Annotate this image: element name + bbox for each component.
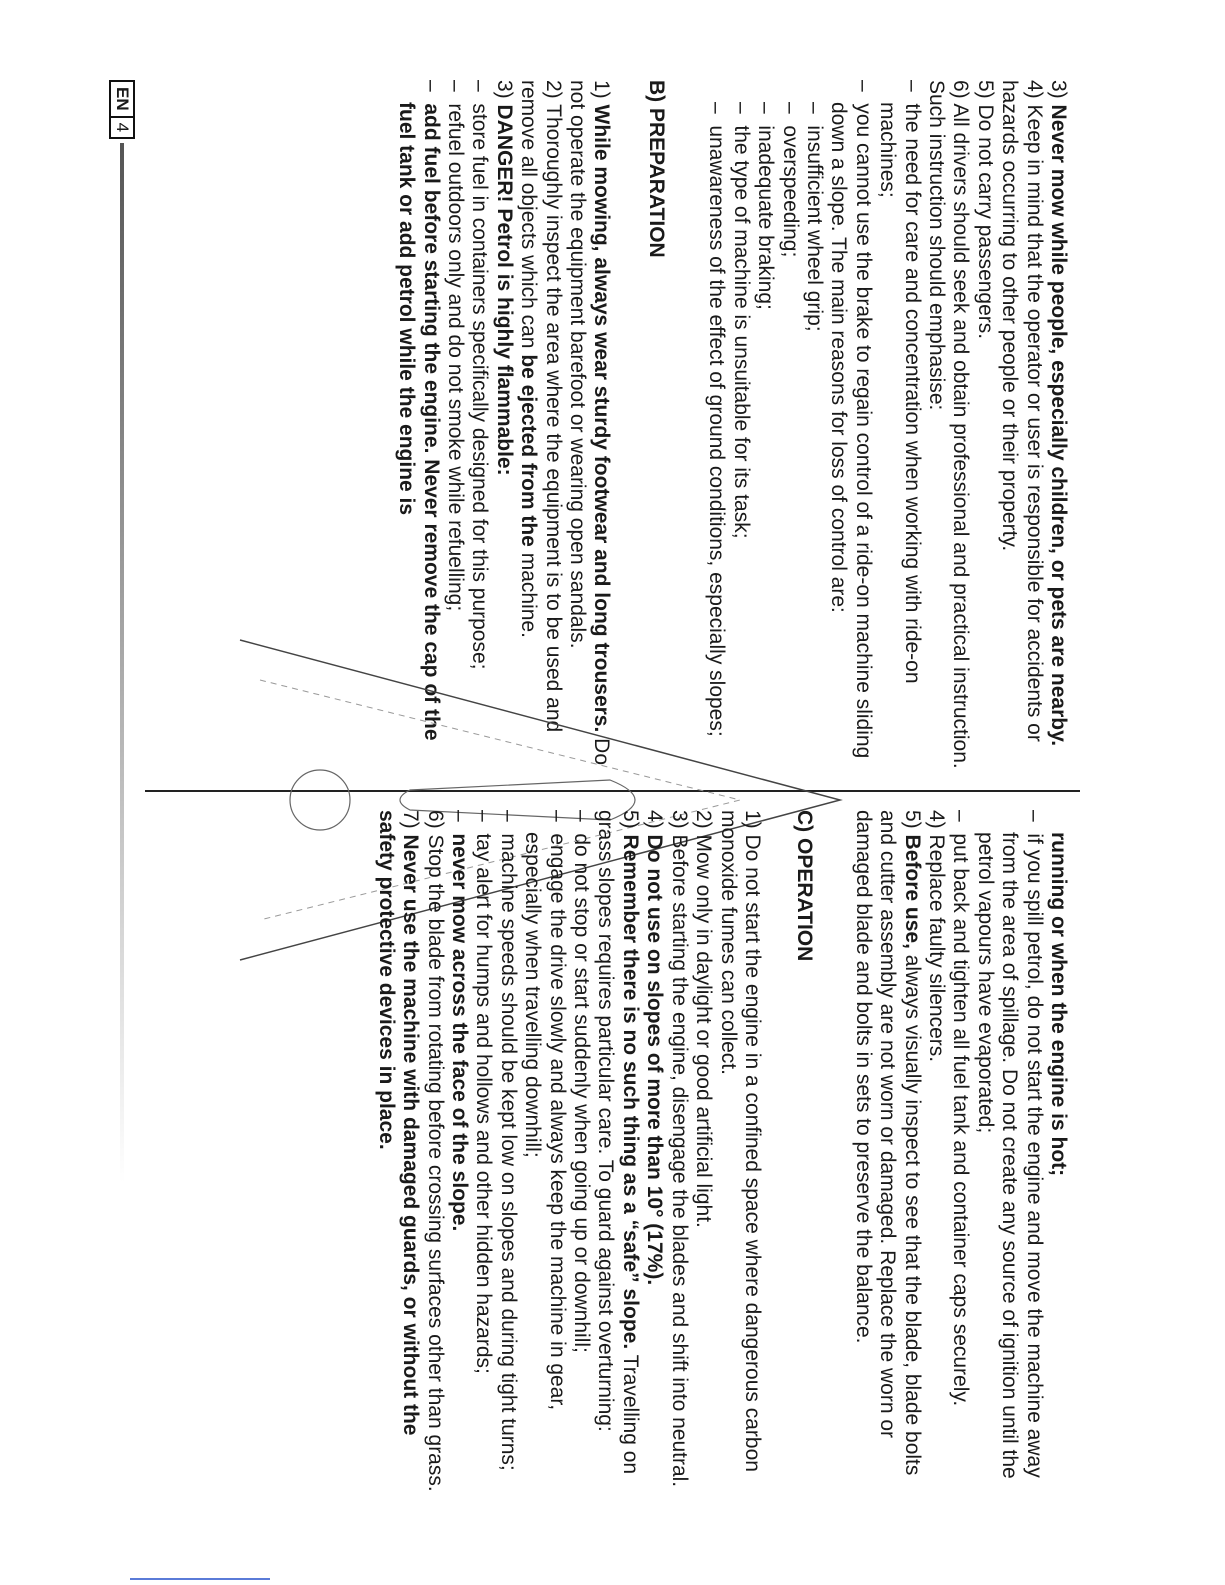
footer-rule	[120, 143, 124, 1183]
prep-item-3: 3) DANGER! Petrol is highly flammable:	[492, 80, 516, 476]
rotated-manual-page	[100, 80, 1080, 1510]
dash-item: – never mow across the face of the slope.	[448, 810, 472, 1232]
dash-item: – store fuel in containers specifically designed for this purpose;	[468, 80, 492, 670]
dash-item: – refuel outdoors only and do not smoke while refuelling;	[444, 80, 468, 612]
page-number: 4	[109, 118, 135, 139]
dash-item: – machine speeds should be kept low on slopes and during tight turns;	[496, 810, 520, 1471]
sub-dash-item: – unawareness of the effect of ground conditions, especially slopes;	[705, 102, 729, 737]
op-item-4: 4) Do not use on slopes of more than 10° (17%).	[643, 810, 667, 1286]
sub-dash-item: – overspeeding;	[778, 102, 802, 258]
op-item-3: 3) Before starting the engine, disengage the blades and shift into neutral.	[667, 810, 691, 1488]
dash-item: – the need for care and concentration when working with ride-on machines;	[876, 80, 924, 684]
sub-dash-item: – inadequate braking;	[754, 102, 778, 310]
prep-item-2: 2) Thoroughly inspect the area where the equipment is to be used and remove all objects which can be ejected from the machine.	[517, 80, 565, 733]
dash-item: – if you spill petrol, do not start the engine and move the machine away from the area of spillage. Do not create any source of ignition until the petrol vapours have evaporated;	[973, 810, 1046, 1479]
prep-item-4: 4) Replace faulty silencers.	[924, 810, 948, 1063]
column-divider	[145, 790, 1080, 792]
item-5: 5) Do not carry passengers.	[973, 80, 997, 340]
continued-line: running or when the engine is hot;	[1047, 832, 1070, 1177]
dash-item: – do not stop or start suddenly when going up or downhill;	[570, 810, 594, 1353]
right-column	[373, 810, 1070, 1500]
section-heading-operation: C) OPERATION	[793, 810, 817, 962]
item-3: 3) Never mow while people, especially children, or pets are nearby.	[1047, 80, 1070, 747]
sub-dash-item: – insufficient wheel grip;	[802, 102, 826, 332]
sub-dash-item: – the type of machine is unsuitable for its task;	[729, 102, 753, 539]
dash-item: – add fuel before starting the engine. Never remove the cap of the fuel tank or add petrol while the engine is	[395, 80, 443, 741]
op-item-5: 5) Remember there is no such thing as a “safe” slope. Travelling on grass slopes requires particular care. To guard against overturning:	[594, 810, 642, 1475]
language-badge: EN	[109, 80, 135, 118]
page-footer	[109, 80, 135, 1183]
op-item-7: 7) Never use the machine with damaged guards, or without the safety protective devices in place.	[374, 810, 423, 1436]
op-item-2: 2) Mow only in daylight or good artificial light.	[692, 810, 716, 1228]
prep-item-1: 1) While mowing, always wear sturdy footwear and long trousers. Do not operate the equipment barefoot or wearing open sandals.	[566, 80, 614, 766]
dash-item: – put back and tighten all fuel tank and container caps securely.	[949, 810, 973, 1407]
op-item-6: 6) Stop the blade from rotating before crossing surfaces other than grass.	[423, 810, 447, 1492]
dash-item: – you cannot use the brake to regain control of a ride-on machine sliding down a slope. The main reasons for loss of control are:	[827, 80, 875, 759]
left-column	[394, 80, 1070, 770]
dash-item: – tay alert for humps and hollows and other hidden hazards;	[472, 810, 496, 1374]
item-4: 4) Keep in mind that the operator or user is responsible for accidents or hazards occurring to other people or their property.	[998, 80, 1046, 742]
prep-item-5: 5) Before use, always visually inspect to see that the blade, blade bolts and cutter assembly are not worn or damaged. Replace the worn or damaged blade and bolts in sets to preserve the balance.	[851, 810, 924, 1476]
dash-item: – engage the drive slowly and always keep the machine in gear, especially when travelling downhill;	[521, 810, 569, 1411]
item-6: 6) All drivers should seek and obtain professional and practical instruction. Such instruction should emphasise:	[924, 80, 973, 769]
op-item-1: 1) Do not start the engine in a confined space where dangerous carbon monoxide fumes can collect.	[716, 810, 764, 1472]
section-heading-preparation: B) PREPARATION	[644, 80, 668, 258]
scan-artifact-line	[130, 1578, 270, 1580]
